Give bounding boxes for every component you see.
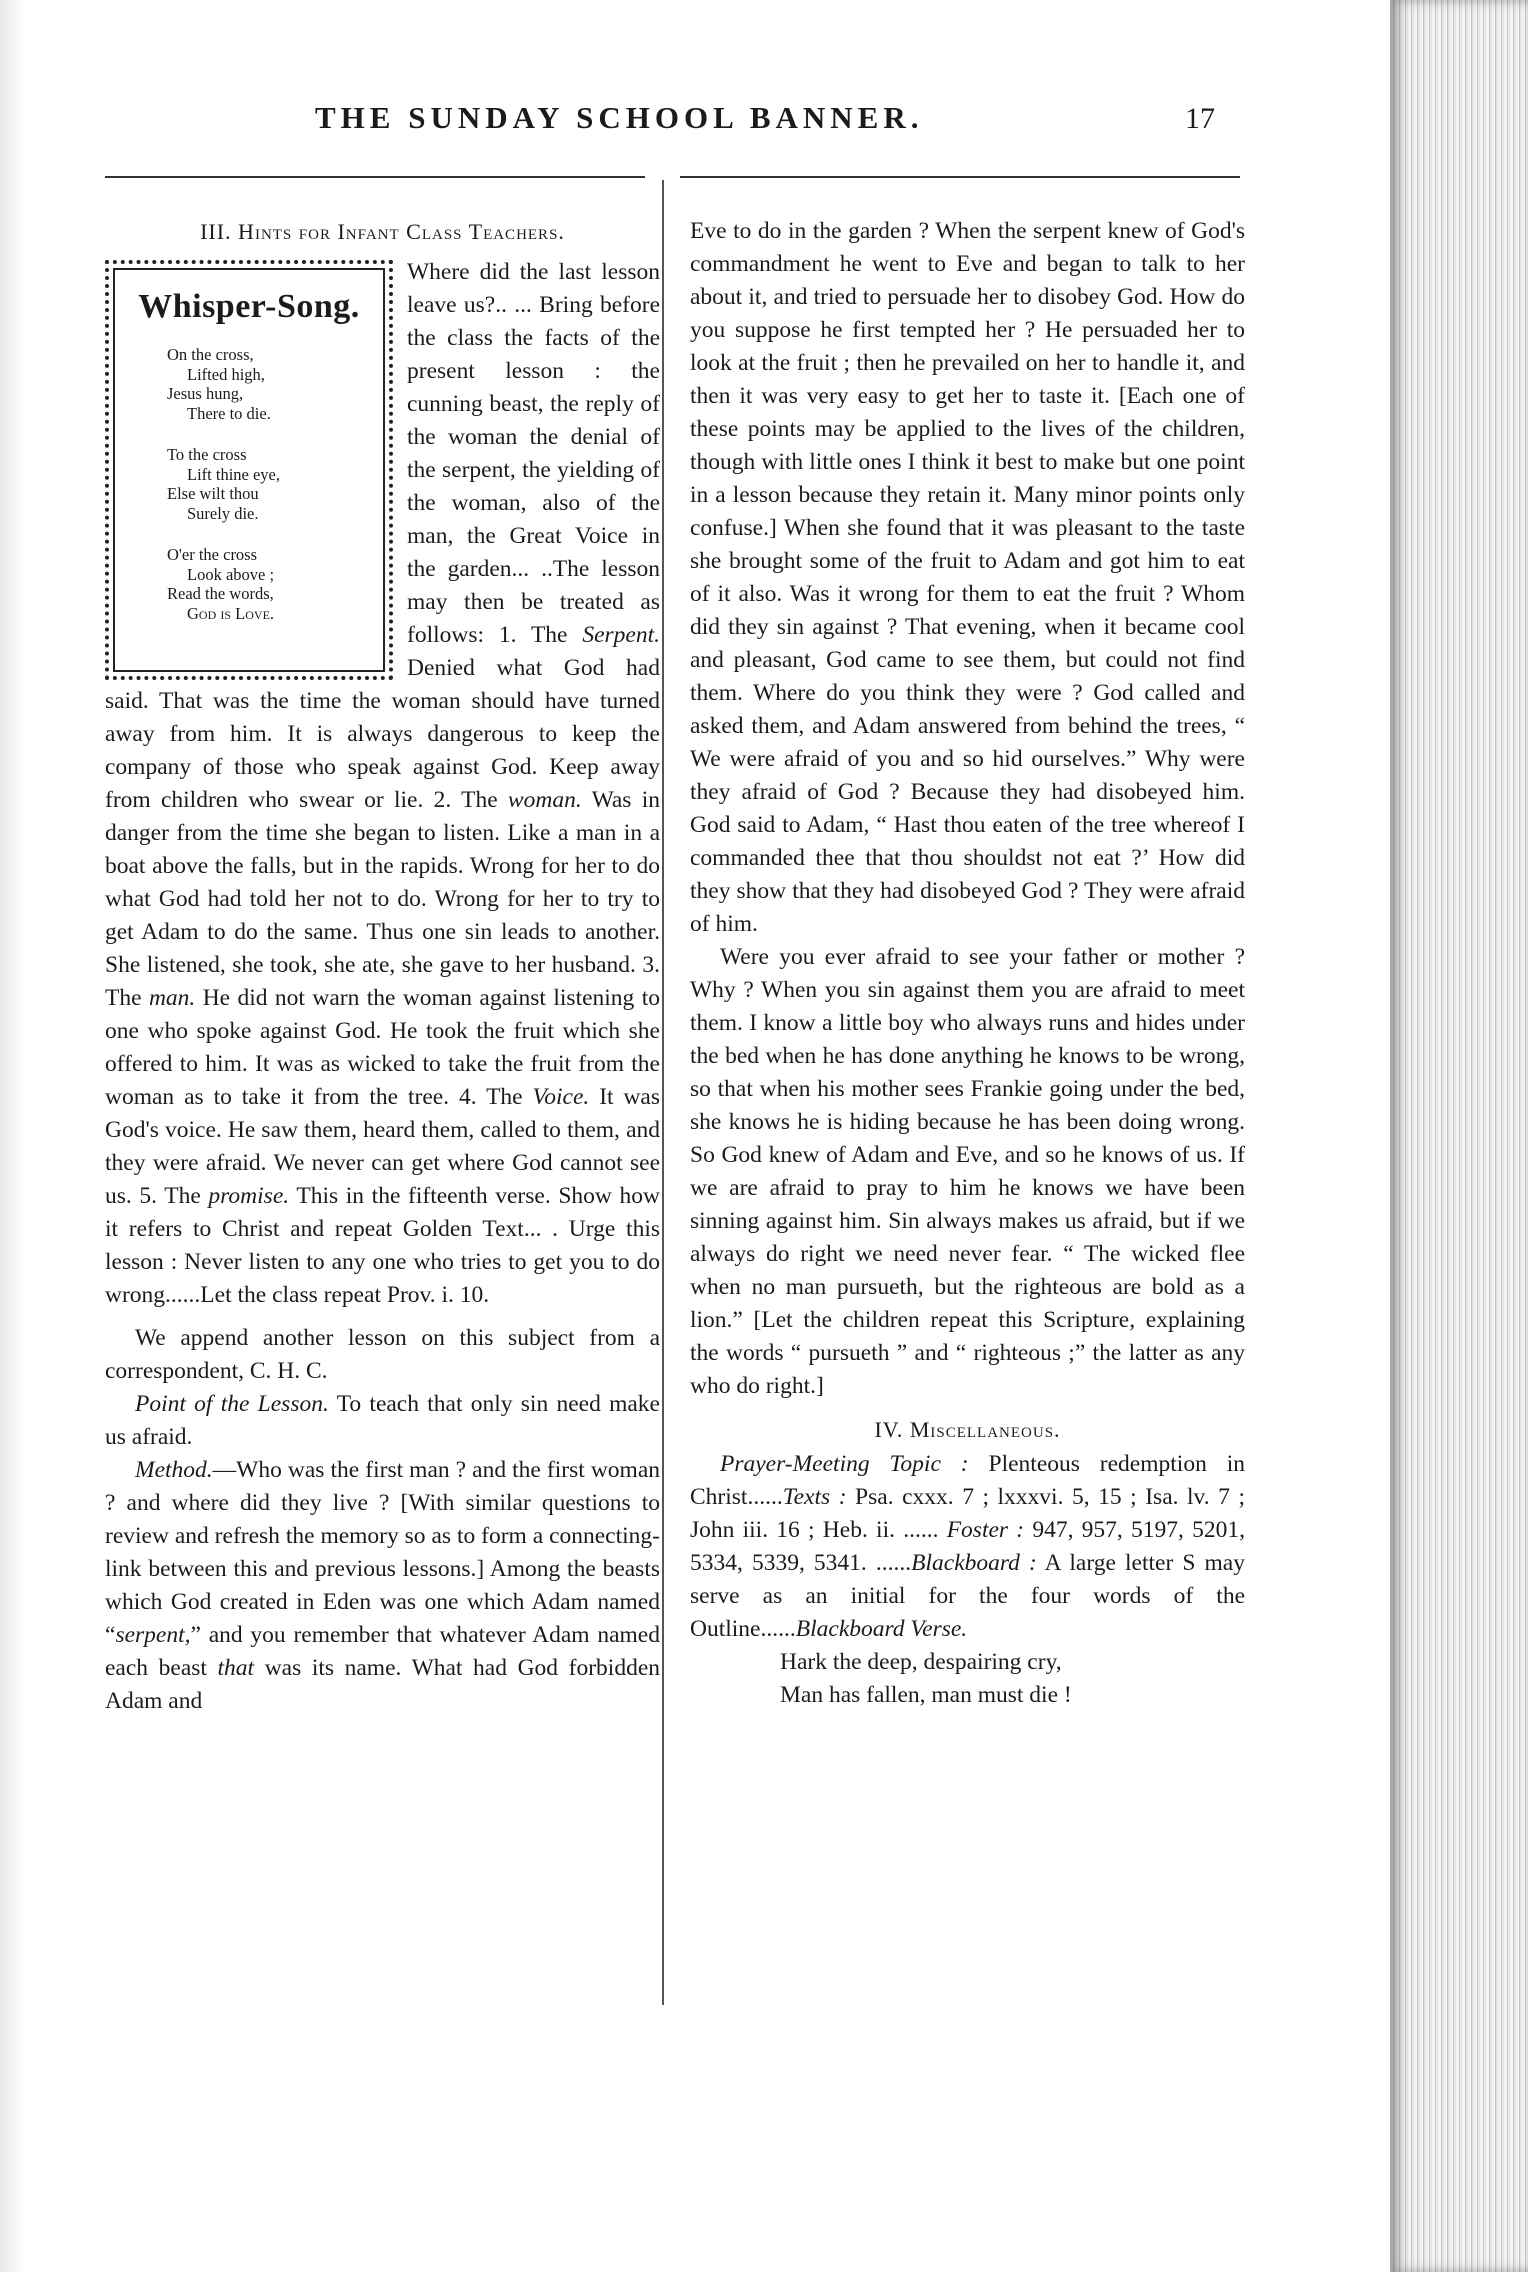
paragraph: Eve to do in the garden ? When the serpent knew of God's commandment he went to Eve and began to talk to her about it, and tried to persuade her to disobey God. How do you suppose he first tempted her ? He persuaded her to look at the fruit ; then he prevailed on her to handle it, and then it was very easy to get her to taste it. [Each one of these points may be applied to the lives of the children, though with little ones I think it best to make but one point in a lesson because they retain it. Many minor points only confuse.] When she found that it was pleasant to the taste she brought some of the fruit to Adam and got him to eat of it also. Was it wrong for them to eat the fruit ? Whom did they sin against ? That evening, when it became cool and pleasant, God came to see them, but could not find them. Where do you think they were ? God called and asked them, and Adam answered from behind the trees, “ We were afraid of you and so hid ourselves.” Why were they afraid of God ? Because they had disobeyed him. God said to Adam, “ Hast thou eaten of the tree whereof I commanded thee that thou shouldst not eat ?’ How did they show that they had disobeyed God ? They were afraid of him. [690,218,1245,937]
poem-line: Look above ; [187,564,275,584]
poem-line: God is Love. [187,603,275,623]
column-divider [662,180,664,2005]
poem-line: There to die. [187,403,271,423]
poem-stanza [109,445,389,523]
paragraph: We append another lesson on this subject from a correspondent, C. H. C. [105,1325,660,1384]
paragraph: Where did the last lesson leave us?.. ... Bring before the class the facts of the present lesson : the cunning beast, the reply of the woman the denial of the serpent, the yielding of the woman, also of the man, the Great Voice in the garden... ..The lesson may then be treated as follows: 1. The Serpent. Denied what God had said. That was the time the woman should have turned away from him. It is always dangerous to keep the company of those who speak against God. Keep away from children who swear or lie. 2. The woman. Was in danger from the time she began to listen. Like a man in a boat above the falls, but in the rapids. Wrong for her to do what God had told her not to do. Wrong for her to try to get Adam to do the same. Thus one sin leads to another. She listened, she took, she ate, she gave to her husband. 3. The man. He did not warn the woman against listening to one who spoke against God. He took the fruit which she offered to him. It was as wicked to take the fruit from the woman as to take it from the tree. 4. The Voice. It was God's voice. He saw them, heard them, called to them, and they were afraid. We never can get where God cannot see us. 5. The promise. This in the fifteenth verse. Show how it refers to Christ and repeat Golden Text... . Urge this lesson : Never listen to any one who tries to get you to do wrong......Let the class repeat Prov. i. 10. [105,259,661,1308]
poem-line: To the cross [167,445,247,464]
poem-title: Whisper-Song. [138,288,360,325]
page [105,0,1255,2272]
poem-line: Lift thine eye, [187,464,281,484]
paragraph: Prayer-Meeting Topic : Plenteous redemption in Christ......Texts : Psa. cxxx. 7 ; lxxxvi. 5, 15 ; Isa. lv. 7 ; John iii. 16 ; Heb. ii. ...... Foster : 947, 957, 5197, 5201, 5334, 5339, 5341. ......Blackboard : A large letter S may serve as an initial for the four words of the Outline......Blackboard Verse. [690,1451,1245,1642]
verse-line: Hark the deep, despairing cry, [780,1649,1062,1675]
header-rule-right [680,176,1240,178]
poem-line: Surely die. [187,503,259,523]
page-gutter-shadow [0,0,24,2272]
paragraph: Were you ever afraid to see your father or mother ? Why ? When you sin against them you are afraid to meet them. I know a little boy who always runs and hides under the bed when he has done anything he knows to be wrong, so that when his mother sees Frankie going under the bed, she knows he is hiding because he has been doing wrong. So God knew of Adam and Eve, and so he knows of us. If we are afraid to pray to him he knows we have been sinning against him. Sin always makes us afraid, but if we always do right we need never fear. “ The wicked flee when no man pursueth, but the righteous are bold as a lion.” [Let the children repeat this Scripture, explaining the words “ pursueth ” and “ righteous ;” the latter as any who do right.] [690,944,1245,1399]
left-column [105,215,660,1718]
header-rule-left [105,176,645,178]
poem-stanza [109,545,389,623]
paragraph: Point of the Lesson. To teach that only sin need make us afraid. [105,1391,660,1450]
verse-line: Man has fallen, man must die ! [780,1682,1072,1708]
poem-stanza [109,345,389,423]
poem-line: Read the words, [167,584,274,603]
right-column [690,215,1245,1712]
paragraph: Method.—Who was the first man ? and the first woman ? and where did they live ? [With similar questions to review and refresh the memory so as to form a connecting-link between this and previous lessons.] Among the beasts which God created in Eden was one which Adam named “serpent,” and you remember that whatever Adam named each beast that was its name. What had God forbidden Adam and [105,1457,661,1714]
section-heading-iv: IV. Miscellaneous. [874,1417,1061,1442]
poem-line: O'er the cross [167,545,258,564]
poem-line: Jesus hung, [167,384,244,403]
running-head [105,100,1255,150]
section-heading-iii: III. Hints for Infant Class Teachers. [200,219,565,244]
poem-line: Lifted high, [187,364,265,384]
running-title: THE SUNDAY SCHOOL BANNER. [315,100,924,135]
page-number: 17 [1185,102,1215,135]
book-page-edges [1390,0,1528,2272]
poem-line: On the cross, [167,345,254,364]
poem-line: Else wilt thou [167,484,259,503]
whisper-song-box [105,260,393,680]
